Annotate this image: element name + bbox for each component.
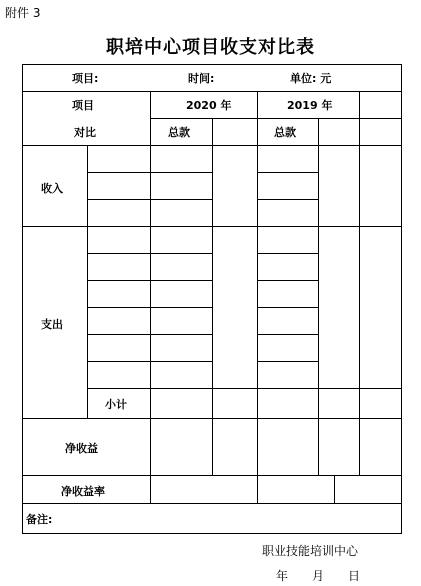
project-field-label: 项目: [72,72,99,85]
net-income-label: 净收益 [65,442,98,455]
year-2019-header: 2019 年 [287,99,333,112]
attachment-label: 附件 3 [5,6,41,20]
subtotal-label: 小计 [105,398,127,411]
compare-header: 对比 [74,126,96,139]
expense-row-label: 支出 [41,318,63,331]
income-row-label: 收入 [41,182,63,195]
item-header: 项目 [72,99,94,112]
total-2020-header: 总款 [168,126,190,139]
unit-label: 单位: 元 [290,72,332,85]
net-margin-label: 净收益率 [61,485,105,498]
organization-name: 职业技能培训中心 [262,544,359,558]
total-2019-header: 总款 [274,126,296,139]
page-title: 职培中心项目收支对比表 [106,37,315,58]
year-2020-header: 2020 年 [186,99,232,112]
remarks-label: 备注: [26,513,53,526]
date-line: 年 月 日 [276,569,361,583]
time-field-label: 时间: [188,72,215,85]
